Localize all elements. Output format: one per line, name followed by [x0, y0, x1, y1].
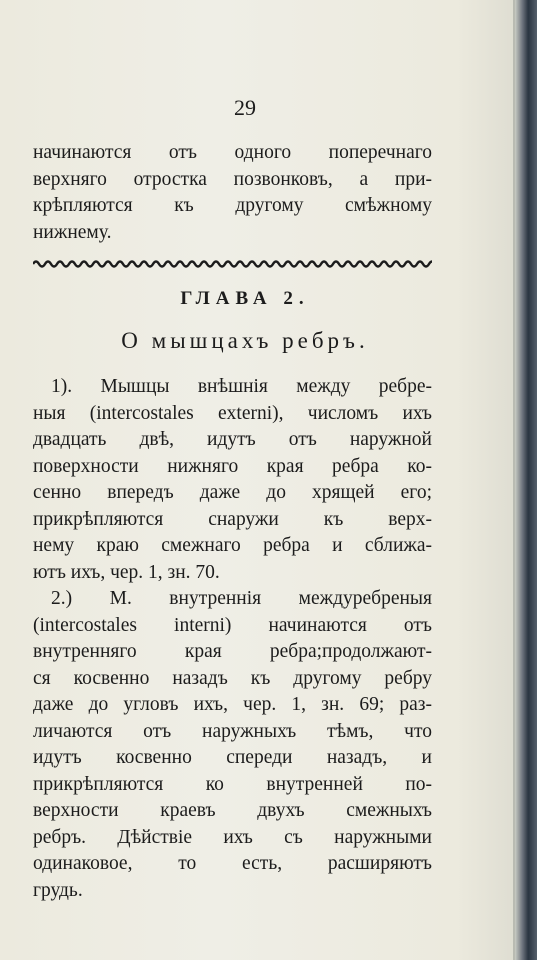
text-line: даже до угловъ ихъ, чер. 1, зн. 69; раз-	[33, 694, 432, 715]
text-line: 1). Мышцы внѣшнія между ребре-	[51, 376, 432, 397]
text-line: двадцать двѣ, идутъ отъ наружной	[33, 429, 432, 450]
text-line: верхности краевъ двухъ смежныхъ	[33, 800, 432, 821]
text-line: начинаются отъ одного поперечнаго	[33, 142, 432, 163]
page-number: 29	[234, 95, 256, 120]
continuation-text	[33, 140, 432, 246]
ornamental-divider	[33, 258, 432, 270]
chapter-title: ГЛАВА 2.	[180, 288, 310, 309]
text-line: личаются отъ наружныхъ тѣмъ, что	[33, 720, 432, 742]
text-line: внутренняго края ребра;продолжают-	[33, 641, 432, 662]
chapter-heading: О мышцахъ ребръ.	[121, 328, 369, 353]
text-line: ютъ ихъ, чер. 1, зн. 70.	[33, 561, 220, 583]
text-line: поверхности нижняго края ребра ко-	[33, 455, 432, 477]
text-line: ся косвенно назадъ къ другому ребру	[33, 667, 432, 689]
text-line: ныя (intercostales externi), числомъ ихъ	[33, 402, 432, 424]
text-line: 2.) М. внутреннія междуребреныя	[51, 588, 432, 609]
text-line: прикрѣпляются снаружи къ верх-	[33, 508, 432, 530]
text-line: верхняго отростка позвонковъ, а при-	[33, 168, 432, 190]
text-line: нижнему.	[33, 221, 112, 243]
text-line: (intercostales interni) начинаются отъ	[33, 614, 432, 636]
text-line: нему краю смежнаго ребра и сближа-	[33, 535, 432, 556]
paragraph-2	[33, 586, 432, 904]
paragraph-1	[33, 374, 432, 586]
text-line: идутъ косвенно спереди назадъ, и	[33, 747, 432, 768]
text-line: прикрѣпляются ко внутренней по-	[33, 773, 432, 795]
text-line: сенно впередъ даже до хрящей его;	[33, 482, 432, 503]
text-line: грудь.	[33, 879, 83, 901]
text-line: одинаковое, то есть, расширяютъ	[33, 853, 432, 874]
text-line: крѣпляются къ другому смѣжному	[33, 195, 432, 216]
text-line: ребръ. Дѣйствіе ихъ съ наружными	[33, 826, 432, 848]
book-spine-edge	[515, 0, 537, 960]
